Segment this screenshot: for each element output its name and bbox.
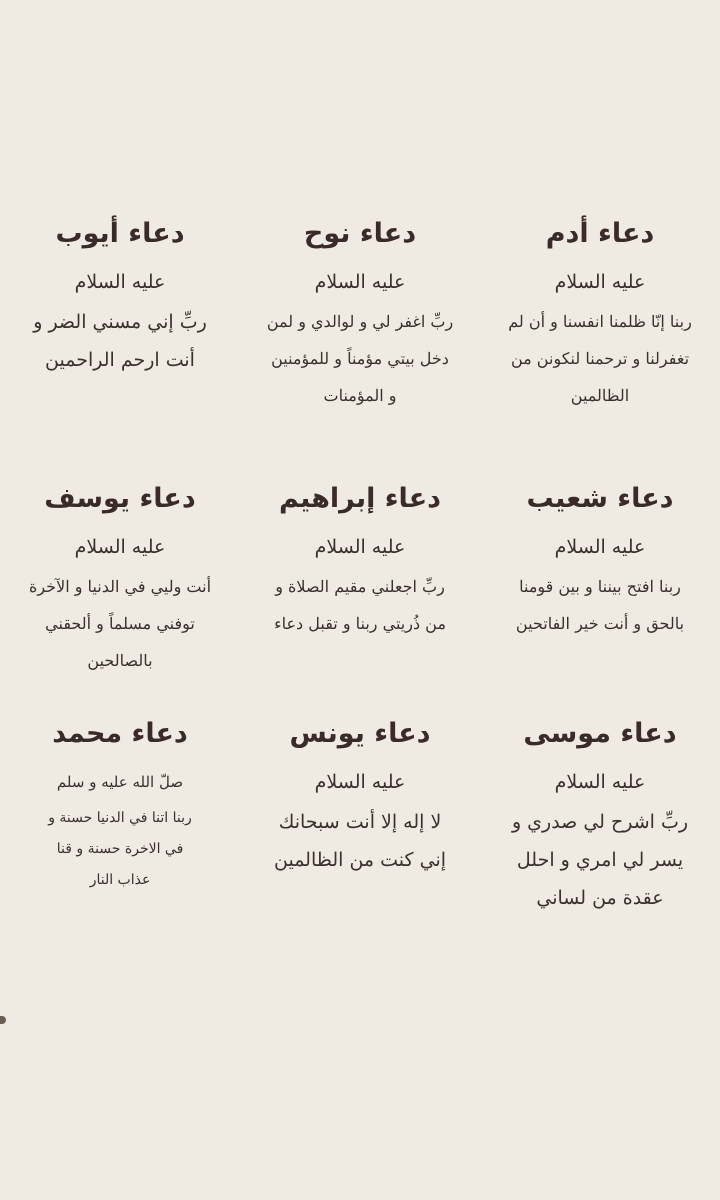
edge-mark [0,1016,6,1024]
dua-title: دعاء أدم [545,218,655,249]
dua-title: دعاء نوح [303,218,417,249]
dua-card-shuayb [480,480,720,715]
dua-line: توفني مسلماً و ألحقني [45,614,195,633]
dua-line: بالصالحين [87,651,153,670]
dua-title: دعاء إبراهيم [279,483,441,514]
dua-card-yunus [240,715,480,985]
dua-line: أنت وليي في الدنيا و الآخرة [28,577,212,596]
dua-title: دعاء أيوب [55,218,185,249]
dua-line: ربنا افتح بيننا و بين قومنا [519,577,681,596]
dua-card-muhammad [0,715,240,985]
dua-line: ربِّ اغفر لي و لوالدي و لمن [266,312,454,331]
dua-card-adam [480,215,720,480]
dua-card-ibrahim [240,480,480,715]
dua-line: دخل بيتي مؤمناً و للمؤمنين [271,349,449,368]
dua-title: دعاء يوسف [44,483,196,514]
dua-line: ربِّ إني مسني الضر و [33,311,207,333]
dua-line: ربِّ اجعلني مقيم الصلاة و [275,577,445,596]
dua-subtitle: عليه السلام [554,536,646,558]
dua-subtitle: عليه السلام [74,536,166,558]
dua-title: دعاء يونس [289,718,431,749]
dua-card-musa [480,715,720,985]
dua-title: دعاء محمد [52,718,188,749]
dua-line: بالحق و أنت خير الفاتحين [515,614,685,633]
dua-subtitle: عليه السلام [554,271,646,293]
dua-subtitle: عليه السلام [314,536,406,558]
duas-grid [0,215,720,985]
dua-line: يسر لي امري و احلل [516,849,684,871]
dua-line: عقدة من لساني [536,887,664,909]
dua-line: من ذُريتي ربنا و تقبل دعاء [274,614,446,633]
dua-subtitle: عليه السلام [314,271,406,293]
dua-card-ayyub [0,215,240,480]
dua-line: ربنا إنّا ظلمنا انفسنا و أن لم [508,312,692,331]
dua-title: دعاء موسى [523,718,677,749]
dua-subtitle: عليه السلام [314,771,406,793]
dua-line: و المؤمنات [323,386,397,405]
dua-line: ربِّ اشرح لي صدري و [511,811,689,833]
dua-line: الظالمين [570,386,630,405]
dua-line: ربنا اتنا في الدنيا حسنة و [48,810,192,826]
dua-line: إني كنت من الظالمين [274,849,447,871]
dua-subtitle: عليه السلام [554,771,646,793]
dua-title: دعاء شعيب [526,483,674,514]
dua-line: لا إله إلا أنت سبحانك [278,811,442,833]
dua-card-yusuf [0,480,240,715]
dua-line: في الاخرة حسنة و قنا [56,841,184,857]
dua-card-nuh [240,215,480,480]
dua-line: عذاب النار [89,872,151,888]
dua-line: تغفرلنا و ترحمنا لنكونن من [510,349,690,368]
dua-subtitle: عليه السلام [74,271,166,293]
dua-subtitle: صلّ الله عليه و سلم [56,773,184,791]
dua-line: أنت ارحم الراحمين [45,349,195,371]
